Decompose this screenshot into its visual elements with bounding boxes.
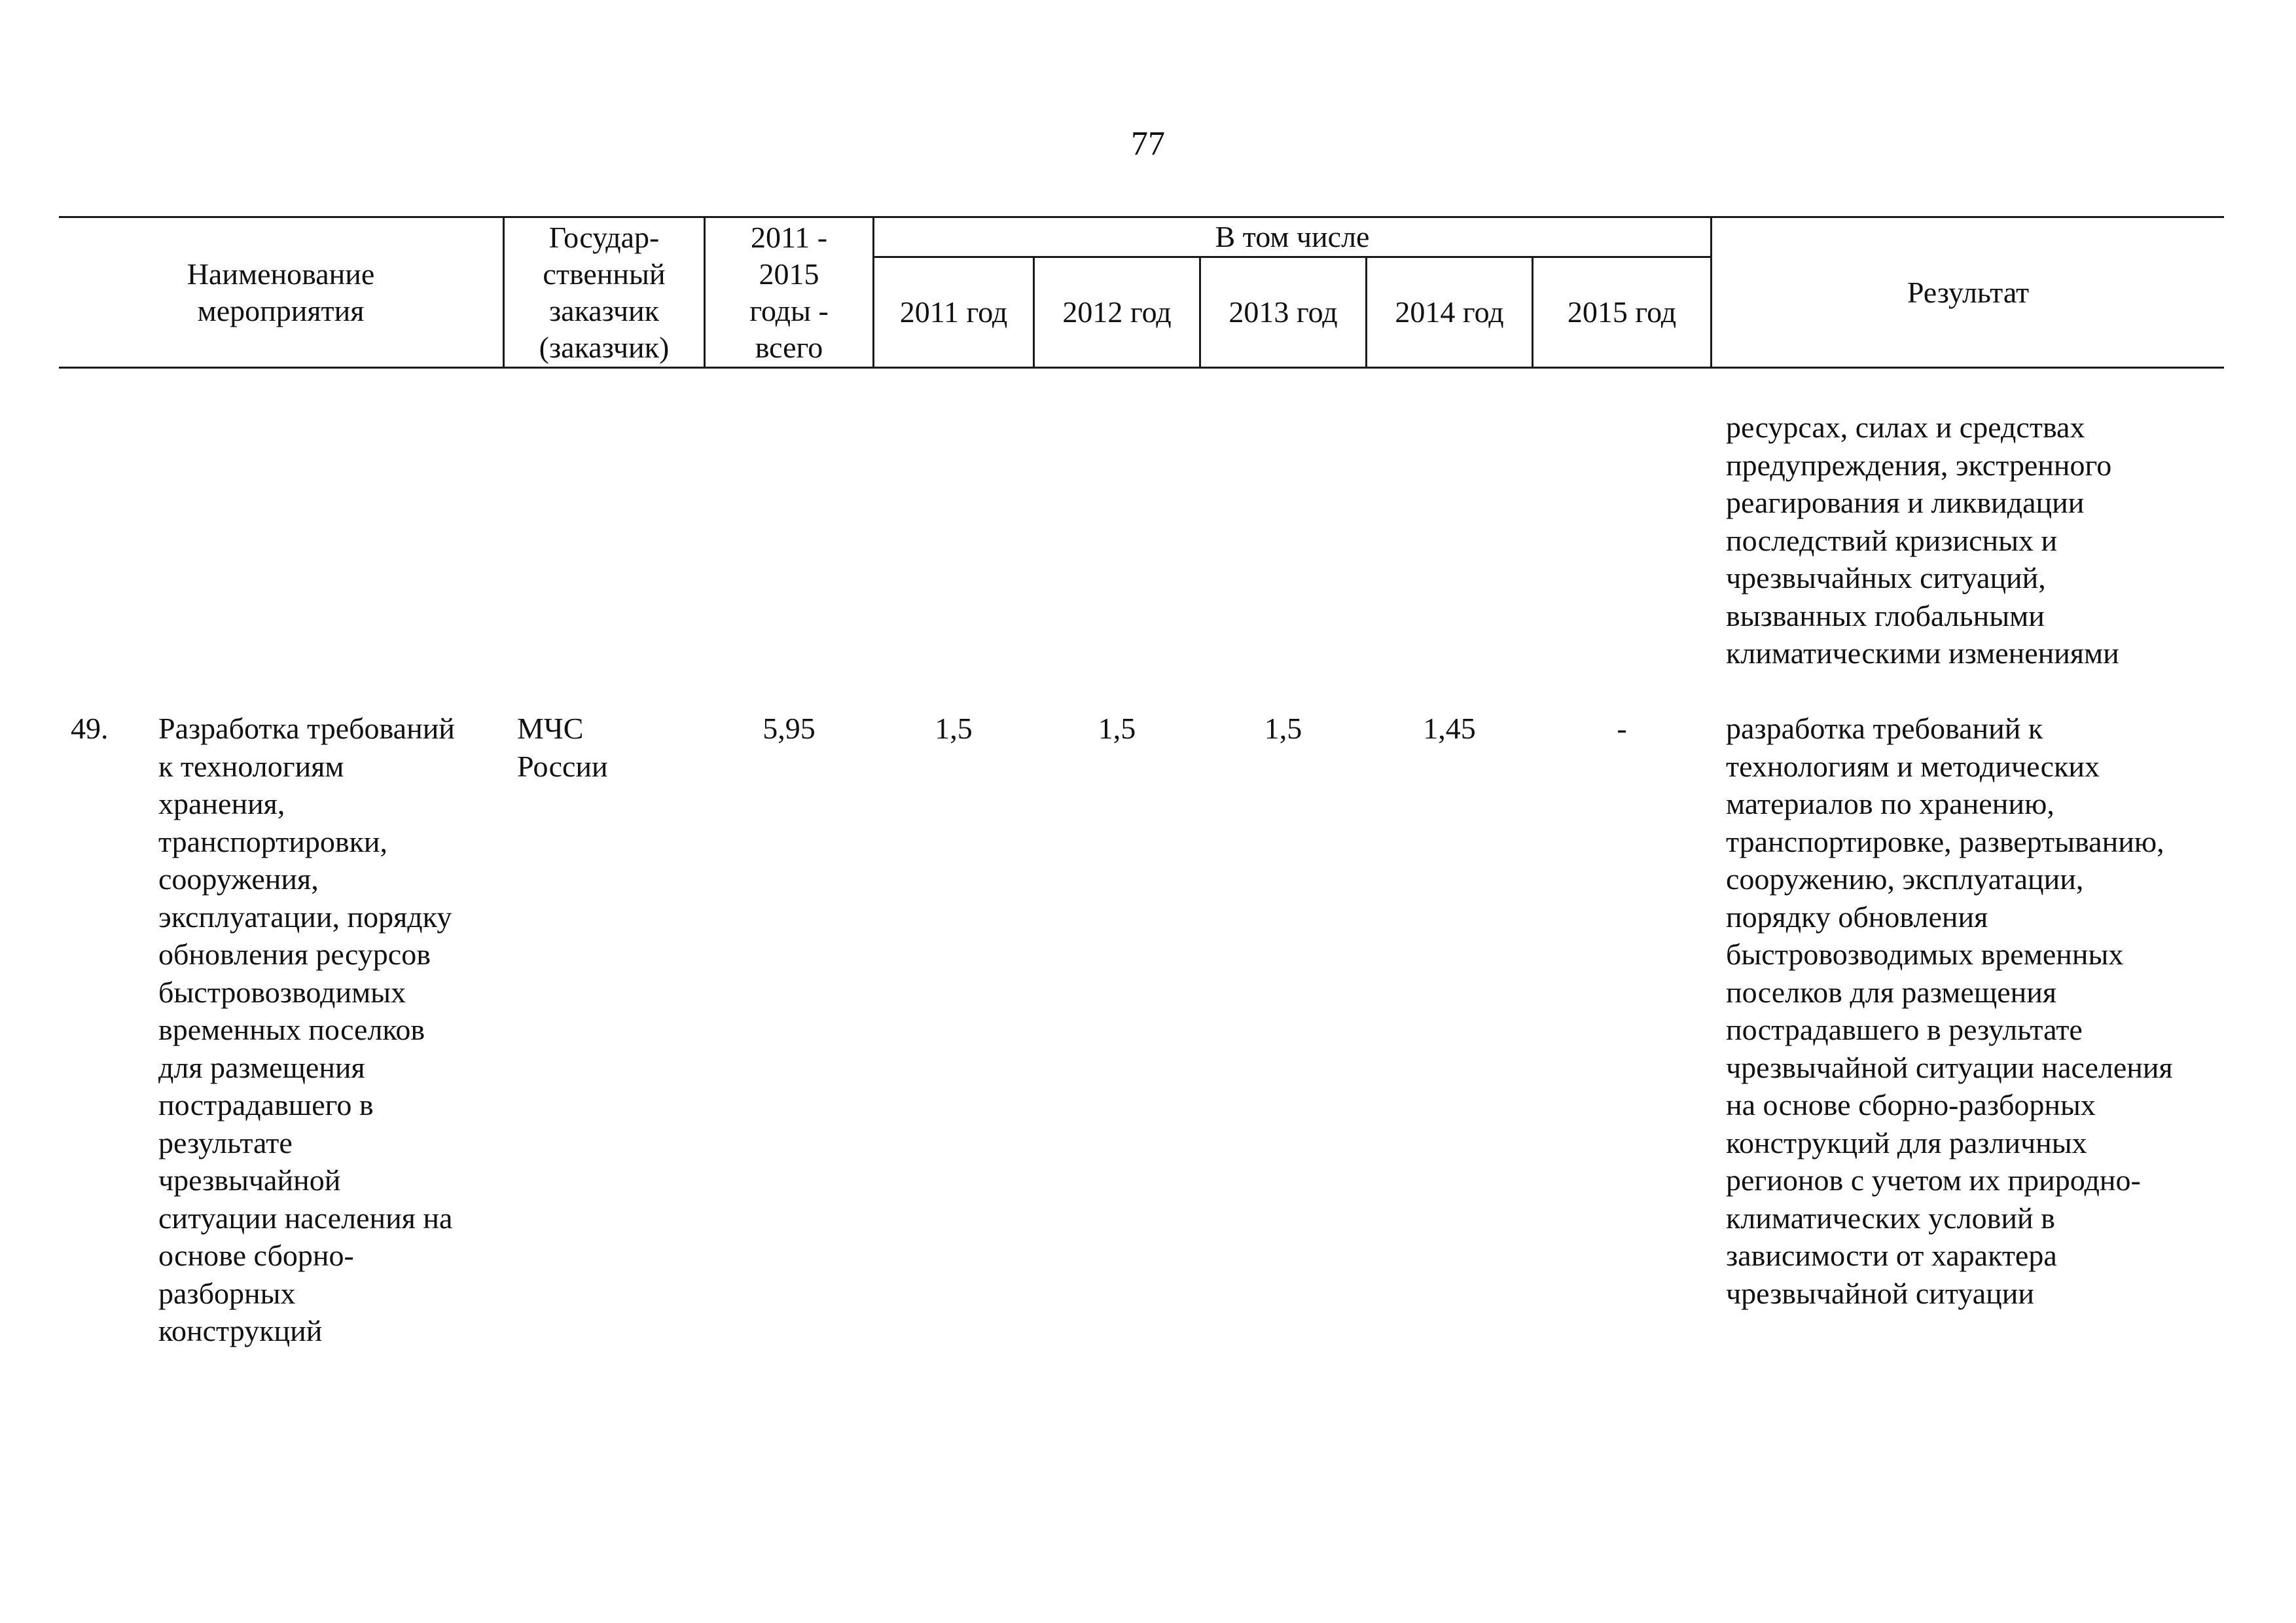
row-2012: 1,5 <box>1098 712 1136 745</box>
header-result-label: Результат <box>1907 275 2030 309</box>
header-year-label: 2015 год <box>1567 295 1677 329</box>
header-year-2012 <box>1035 258 1199 367</box>
row-2013: 1,5 <box>1264 712 1302 745</box>
page-number: 77 <box>1131 125 1165 162</box>
header-year-2011 <box>874 258 1033 367</box>
header-including-label: В том числе <box>1215 220 1370 253</box>
row-2011: 1,5 <box>935 712 973 745</box>
header-year-label: 2013 год <box>1229 295 1338 329</box>
header-result <box>1712 218 2224 367</box>
header-total <box>706 218 872 367</box>
header-year-2015 <box>1534 258 1710 367</box>
header-bottom-rule <box>59 367 2224 369</box>
header-name <box>59 218 503 367</box>
header-year-label: 2014 год <box>1395 295 1504 329</box>
result-continuation: ресурсах, силах и средствах предупреждения, экстренного реагирования и ликвидации последствий кризисных и чрезвычайных ситуаций, вызванных глобальными климатическими изменениями <box>1726 410 2119 670</box>
header-year-2013 <box>1201 258 1365 367</box>
row-name: Разработка требований к технологиям хранения, транспортировки, сооружения, эксплуатации, порядку обновления ресурсов быстровозводимых временных поселков для размещения пострадавшего в результате чрезвычайной ситуации населения на основе сборно- разборных конструкций <box>158 712 455 1347</box>
header-name-label: Наименование мероприятия <box>187 257 375 327</box>
header-total-label: 2011 - 2015 годы - всего <box>749 220 829 364</box>
header-year-2014 <box>1367 258 1532 367</box>
row-customer: МЧС России <box>517 712 608 783</box>
row-2014: 1,45 <box>1423 712 1476 745</box>
header-including <box>874 218 1710 256</box>
row-result: разработка требований к технологиям и методических материалов по хранению, транспортировке, развертыванию, сооружению, эксплуатации, порядку обновления быстровозводимых временных поселков для размещения пострадавшего в результате чрезвычайной ситуации населения на основе сборно-разборных конструкций для различных регионов с учетом их природно- климатических условий в зависимости от характера чрезвычайной ситуации <box>1726 712 2173 1310</box>
header-customer <box>505 218 704 367</box>
row-2015: - <box>1617 712 1627 745</box>
header-year-label: 2011 год <box>899 295 1008 329</box>
row-total: 5,95 <box>762 712 816 745</box>
header-year-label: 2012 год <box>1062 295 1172 329</box>
row-number: 49. <box>71 712 109 745</box>
header-customer-label: Государ- ственный заказчик (заказчик) <box>539 220 670 364</box>
